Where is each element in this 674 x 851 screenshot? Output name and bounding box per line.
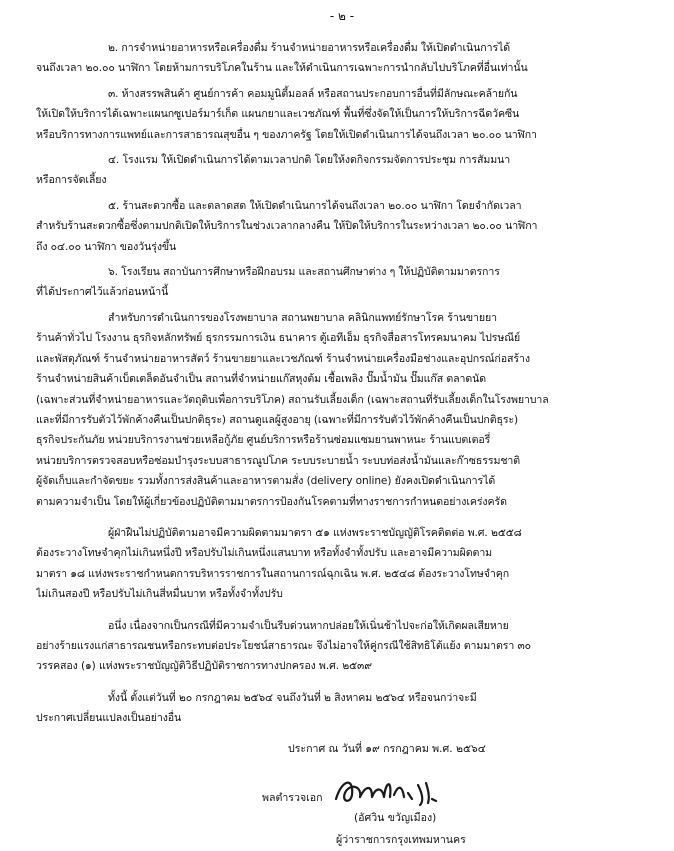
paragraph-exemptions xyxy=(36,308,648,512)
paragraph-line: ๓. ห้างสรรพสินค้า ศูนย์การค้า คอมมูนิตี้มอลล์ หรือสถานประกอบการอื่นที่มีลักษณะคล้ายกัน xyxy=(108,87,518,100)
paragraph-line: ให้เปิดให้บริการได้เฉพาะแผนกซูเปอร์มาร์เก็ต แผนกยาและเวชภัณฑ์ พื้นที่ซึ่งจัดให้เป็นการให้บริการฉีดวัคซีน xyxy=(36,108,520,121)
paragraph-line: อนึ่ง เนื่องจากเป็นกรณีที่มีความจำเป็นรีบด่วนหากปล่อยให้เนิ่นช้าไปจะก่อให้เกิดผลเสียหาย xyxy=(108,619,509,632)
paragraph-line: อย่างร้ายแรงแก่สาธารณชนหรือกระทบต่อประโยชน์สาธารณะ จึงไม่อาจให้คู่กรณีใช้สิทธิโต้แย้ง ตามมาตรา ๓๐ xyxy=(36,639,532,652)
paragraph-line: สำหรับร้านสะดวกซื้อซึ่งตามปกติเปิดให้บริการในช่วงเวลากลางคืน ให้ปิดให้บริการในระหว่างเวลา ๒๐.๐๐ นาฬิกา xyxy=(36,220,538,233)
announcement-date: ประกาศ ณ วันที่ ๑๙ กรกฎาคม พ.ศ. ๒๕๖๔ xyxy=(288,742,486,755)
paragraph-line: หรือบริการทางการแพทย์และการสาธารณสุขอื่น ๆ ของภาครัฐ โดยให้เปิดดำเนินการได้จนถึงเวลา ๒๐.๐๐ นาฬิกา xyxy=(36,128,537,141)
paragraph-line: ธุรกิจประกันภัย หน่วยบริการงานช่วยเหลือกู้ภัย ศูนย์บริการหรือร้านซ่อมแซมยานพาหนะ ร้านแบตเตอรี่ xyxy=(36,434,491,447)
paragraph-urgency xyxy=(36,616,648,677)
paragraph-line: ตามความจำเป็น โดยให้ผู้เกี่ยวข้องปฏิบัติตามมาตรการป้องกันโรคตามที่ทางราชการกำหนดอย่างเคร่งครัด xyxy=(36,495,507,508)
paragraph-line: ถึง ๐๔.๐๐ นาฬิกา ของวันรุ่งขึ้น xyxy=(36,240,177,253)
paragraph-line: ร้านค้าทั่วไป โรงงาน ธุรกิจหลักทรัพย์ ธุรกรรมการเงิน ธนาคาร ตู้เอทีเอ็ม ธุรกิจสื่อสารโทรคมนาคม ไปรษณีย์ xyxy=(36,332,521,345)
paragraph-line: สำหรับการดำเนินการของโรงพยาบาล สถานพยาบาล คลินิกแพทย์รักษาโรค ร้านขายยา xyxy=(108,311,497,324)
paragraph-line: ทั้งนี้ ตั้งแต่วันที่ ๒๐ กรกฎาคม ๒๕๖๔ จนถึงวันที่ ๒ สิงหาคม ๒๕๖๔ หรือจนกว่าจะมี xyxy=(108,691,477,704)
paragraph-line: วรรคสอง (๑) แห่งพระราชบัญญัติวิธีปฏิบัติราชการทางปกครอง พ.ศ. ๒๕๓๙ xyxy=(36,660,372,673)
paragraph-item-2 xyxy=(36,38,648,79)
page-number: - ๒ - xyxy=(329,9,355,23)
paragraph-line: ๕. ร้านสะดวกซื้อ และตลาดสด ให้เปิดดำเนินการได้จนถึงเวลา ๒๐.๐๐ นาฬิกา โดยจำกัดเวลา xyxy=(108,199,522,212)
paragraph-line: (เฉพาะส่วนที่จำหน่ายอาหารและวัตถุดิบเพื่อการบริโภค) สถานรับเลี้ยงเด็ก (เฉพาะสถานที่รับเลี้ยงเด็กในโรงพยาบาล xyxy=(36,393,549,406)
signer-rank: พลตำรวจเอก xyxy=(262,791,323,804)
paragraph-item-4 xyxy=(36,150,648,191)
paragraph-line: ผู้จัดเก็บและกำจัดขยะ รวมทั้งการส่งสินค้าและอาหารตามสั่ง (delivery online) ยังคงเปิดดำเนินการได้ xyxy=(36,475,496,488)
paragraph-line: หน่วยบริการตรวจสอบหรือซ่อมบำรุงระบบสาธารณูปโภค ระบบระบายน้ำ ระบบท่อส่งน้ำมันและก๊าซธรรมชาติ xyxy=(36,454,521,467)
paragraph-line: จนถึงเวลา ๒๐.๐๐ นาฬิกา โดยห้ามการบริโภคในร้าน และให้ดำเนินการเฉพาะการนำกลับไปบริโภคที่อื่นเท่านั้น xyxy=(36,62,528,75)
paragraph-effective xyxy=(36,688,648,729)
paragraph-item-5 xyxy=(36,196,648,257)
paragraph-line: ร้านจำหน่ายสินค้าเบ็ดเตล็ดอันจำเป็น สถานที่จำหน่ายแก๊สหุงต้ม เชื้อเพลิง ปั๊มน้ำมัน ปั๊มแก๊ส ตลาดนัด xyxy=(36,373,487,386)
paragraph-line: ประกาศเปลี่ยนแปลงเป็นอย่างอื่น xyxy=(36,712,182,725)
signer-name: (อัศวิน ขวัญเมือง) xyxy=(354,811,437,824)
paragraph-line: ๖. โรงเรียน สถาบันการศึกษาหรือฝึกอบรม และสถานศึกษาต่าง ๆ ให้ปฏิบัติตามมาตรการ xyxy=(108,266,500,279)
paragraph-line: หรือการจัดเลี้ยง xyxy=(36,174,107,187)
document-body xyxy=(36,38,648,729)
handwritten-signature xyxy=(332,771,442,811)
paragraph-line: ต้องระวางโทษจำคุกไม่เกินหนึ่งปี หรือปรับไม่เกินหนึ่งแสนบาท หรือทั้งจำทั้งปรับ และอาจมีความผิดตาม xyxy=(36,547,493,560)
signer-title: ผู้ว่าราชการกรุงเทพมหานคร xyxy=(336,833,466,846)
paragraph-line: และที่มีการรับตัวไว้พักค้างคืนเป็นปกติธุระ) สถานดูแลผู้สูงอายุ (เฉพาะที่มีการรับตัวไว้พักค้างคืนเป็นปกติธุระ) xyxy=(36,413,519,426)
paragraph-item-6 xyxy=(36,262,648,303)
paragraph-line: ๒. การจำหน่ายอาหารหรือเครื่องดื่ม ร้านจำหน่ายอาหารหรือเครื่องดื่ม ให้เปิดดำเนินการได้ xyxy=(108,42,511,54)
signature-block xyxy=(36,771,648,851)
paragraph-item-3 xyxy=(36,84,648,145)
paragraph-line: ผู้ฝ่าฝืนไม่ปฏิบัติตามอาจมีความผิดตามมาตรา ๕๑ แห่งพระราชบัญญัติโรคติดต่อ พ.ศ. ๒๕๕๘ xyxy=(108,526,522,539)
paragraph-line: ๔. โรงแรม ให้เปิดดำเนินการได้ตามเวลาปกติ โดยให้งดกิจกรรมจัดการประชุม การสัมมนา xyxy=(108,154,511,167)
paragraph-penalty xyxy=(36,523,648,605)
paragraph-line: มาตรา ๑๘ แห่งพระราชกำหนดการบริหารราชการในสถานการณ์ฉุกเฉิน พ.ศ. ๒๕๔๘ ต้องระวางโทษจำคุก xyxy=(36,567,510,580)
paragraph-line: และพัสดุภัณฑ์ ร้านจำหน่ายอาหารสัตว์ ร้านขายยาและเวชภัณฑ์ ร้านจำหน่ายเครื่องมือช่างและอุปกรณ์ก่อสร้าง xyxy=(36,352,530,365)
paragraph-line: ที่ได้ประกาศไว้แล้วก่อนหน้านี้ xyxy=(36,286,169,299)
paragraph-line: ไม่เกินสองปี หรือปรับไม่เกินสี่หมื่นบาท หรือทั้งจำทั้งปรับ xyxy=(36,588,283,601)
